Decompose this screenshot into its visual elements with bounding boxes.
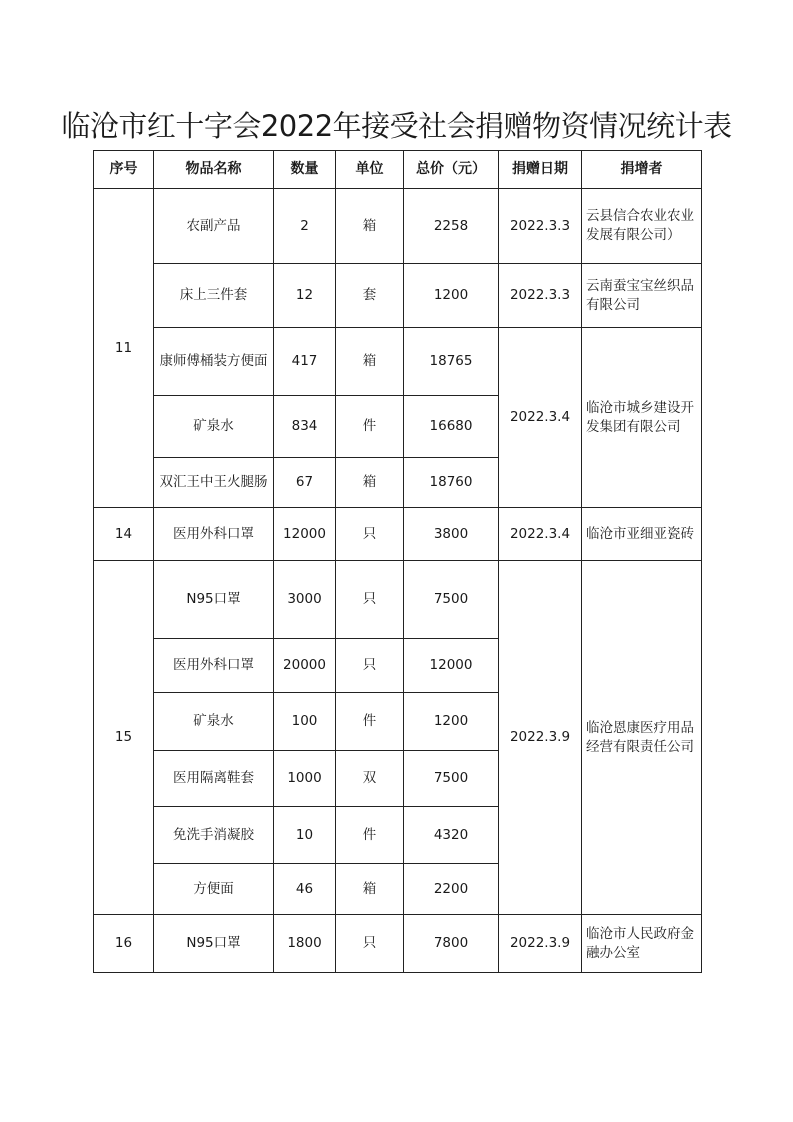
date-cell: 2022.3.3 bbox=[499, 264, 582, 328]
seq-cell: 14 bbox=[94, 508, 154, 561]
date-cell: 2022.3.4 bbox=[499, 508, 582, 561]
unit-cell: 件 bbox=[336, 693, 404, 751]
header-row bbox=[94, 151, 702, 189]
qty-cell: 100 bbox=[274, 693, 336, 751]
donor-cell: 临沧市人民政府金融办公室 bbox=[582, 915, 702, 973]
qty-cell: 12 bbox=[274, 264, 336, 328]
item-cell: 医用外科口罩 bbox=[154, 639, 274, 693]
total-cell: 3800 bbox=[404, 508, 499, 561]
item-cell: 农副产品 bbox=[154, 189, 274, 264]
unit-cell: 箱 bbox=[336, 458, 404, 508]
header-unit: 单位 bbox=[336, 151, 404, 189]
qty-cell: 834 bbox=[274, 396, 336, 458]
donation-table bbox=[93, 150, 702, 973]
date-cell: 2022.3.3 bbox=[499, 189, 582, 264]
total-cell: 16680 bbox=[404, 396, 499, 458]
unit-cell: 箱 bbox=[336, 864, 404, 915]
seq-cell: 11 bbox=[94, 189, 154, 508]
date-cell: 2022.3.9 bbox=[499, 561, 582, 915]
unit-cell: 件 bbox=[336, 807, 404, 864]
header-seq: 序号 bbox=[94, 151, 154, 189]
date-cell: 2022.3.9 bbox=[499, 915, 582, 973]
qty-cell: 12000 bbox=[274, 508, 336, 561]
item-cell: 方便面 bbox=[154, 864, 274, 915]
donor-cell: 临沧恩康医疗用品经营有限责任公司 bbox=[582, 561, 702, 915]
seq-cell: 15 bbox=[94, 561, 154, 915]
table-row bbox=[94, 508, 702, 561]
table-row bbox=[94, 189, 702, 264]
total-cell: 2200 bbox=[404, 864, 499, 915]
item-cell: 康师傅桶装方便面 bbox=[154, 328, 274, 396]
item-cell: 医用外科口罩 bbox=[154, 508, 274, 561]
total-cell: 1200 bbox=[404, 264, 499, 328]
item-cell: 医用隔离鞋套 bbox=[154, 751, 274, 807]
unit-cell: 只 bbox=[336, 915, 404, 973]
unit-cell: 只 bbox=[336, 561, 404, 639]
total-cell: 2258 bbox=[404, 189, 499, 264]
unit-cell: 双 bbox=[336, 751, 404, 807]
unit-cell: 箱 bbox=[336, 189, 404, 264]
total-cell: 12000 bbox=[404, 639, 499, 693]
item-cell: 矿泉水 bbox=[154, 396, 274, 458]
qty-cell: 417 bbox=[274, 328, 336, 396]
qty-cell: 2 bbox=[274, 189, 336, 264]
total-cell: 18760 bbox=[404, 458, 499, 508]
qty-cell: 20000 bbox=[274, 639, 336, 693]
item-cell: N95口罩 bbox=[154, 915, 274, 973]
unit-cell: 件 bbox=[336, 396, 404, 458]
table-row bbox=[94, 264, 702, 328]
unit-cell: 箱 bbox=[336, 328, 404, 396]
qty-cell: 67 bbox=[274, 458, 336, 508]
date-cell: 2022.3.4 bbox=[499, 328, 582, 508]
item-cell: 矿泉水 bbox=[154, 693, 274, 751]
header-qty: 数量 bbox=[274, 151, 336, 189]
table-row bbox=[94, 561, 702, 639]
header-donor: 捐增者 bbox=[582, 151, 702, 189]
total-cell: 7500 bbox=[404, 751, 499, 807]
donor-cell: 云县信合农业农业发展有限公司） bbox=[582, 189, 702, 264]
item-cell: N95口罩 bbox=[154, 561, 274, 639]
item-cell: 双汇王中王火腿肠 bbox=[154, 458, 274, 508]
qty-cell: 46 bbox=[274, 864, 336, 915]
item-cell: 免洗手消凝胶 bbox=[154, 807, 274, 864]
header-total: 总价（元） bbox=[404, 151, 499, 189]
total-cell: 7800 bbox=[404, 915, 499, 973]
total-cell: 4320 bbox=[404, 807, 499, 864]
item-cell: 床上三件套 bbox=[154, 264, 274, 328]
donor-cell: 云南蚕宝宝丝织品有限公司 bbox=[582, 264, 702, 328]
page-title: 临沧市红十字会2022年接受社会捐赠物资情况统计表 bbox=[61, 109, 732, 143]
header-date: 捐赠日期 bbox=[499, 151, 582, 189]
total-cell: 18765 bbox=[404, 328, 499, 396]
unit-cell: 只 bbox=[336, 639, 404, 693]
unit-cell: 套 bbox=[336, 264, 404, 328]
table-row bbox=[94, 328, 702, 396]
total-cell: 7500 bbox=[404, 561, 499, 639]
qty-cell: 10 bbox=[274, 807, 336, 864]
qty-cell: 1000 bbox=[274, 751, 336, 807]
qty-cell: 1800 bbox=[274, 915, 336, 973]
donor-cell: 临沧市亚细亚瓷砖 bbox=[582, 508, 702, 561]
unit-cell: 只 bbox=[336, 508, 404, 561]
header-item: 物品名称 bbox=[154, 151, 274, 189]
seq-cell: 16 bbox=[94, 915, 154, 973]
total-cell: 1200 bbox=[404, 693, 499, 751]
donor-cell: 临沧市城乡建设开发集团有限公司 bbox=[582, 328, 702, 508]
qty-cell: 3000 bbox=[274, 561, 336, 639]
table-row bbox=[94, 915, 702, 973]
